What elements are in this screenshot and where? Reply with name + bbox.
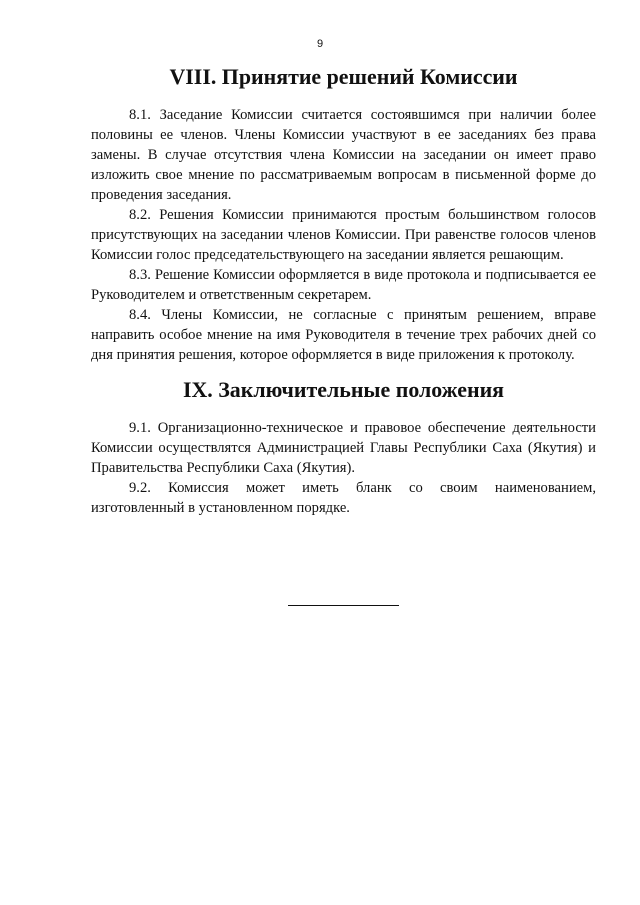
- paragraph-8-2: 8.2. Решения Комиссии принимаются простым большинством голосов присутствующих на заседании членов Комиссии. При равенстве голосов членов Комиссии голос председательствующего на заседании является решающим.: [91, 207, 596, 263]
- paragraph-8-4: 8.4. Члены Комиссии, не согласные с принятым решением, вправе направить особое мнение на имя Руководителя в течение трех рабочих дней со дня принятия решения, которое оформляется в виде приложения к протоколу.: [91, 307, 596, 363]
- page-number: 9: [316, 38, 324, 50]
- document-body: [91, 66, 596, 518]
- paragraph-9-1: 9.1. Организационно-техническое и правовое обеспечение деятельности Комиссии осуществлятся Администрацией Главы Республики Саха (Якутия) и Правительства Республики Саха (Якутия).: [91, 420, 596, 476]
- paragraph-9-2: 9.2. Комиссия может иметь бланк со своим наименованием, изготовленный в установленном порядке.: [91, 480, 596, 516]
- section-heading-8: VIII. Принятие решений Комиссии: [169, 64, 518, 89]
- end-separator-line: [288, 605, 399, 606]
- paragraph-8-3: 8.3. Решение Комиссии оформляется в виде протокола и подписывается ее Руководителем и ответственным секретарем.: [91, 267, 596, 303]
- paragraph-8-1: 8.1. Заседание Комиссии считается состоявшимся при наличии более половины ее членов. Члены Комиссии участвуют в ее заседаниях без права замены. В случае отсутствия члена Комиссии на заседании он имеет право изложить свое мнение по рассматриваемым вопросам в письменной форме до проведения заседания.: [91, 107, 596, 203]
- section-heading-9: IX. Заключительные положения: [182, 377, 505, 402]
